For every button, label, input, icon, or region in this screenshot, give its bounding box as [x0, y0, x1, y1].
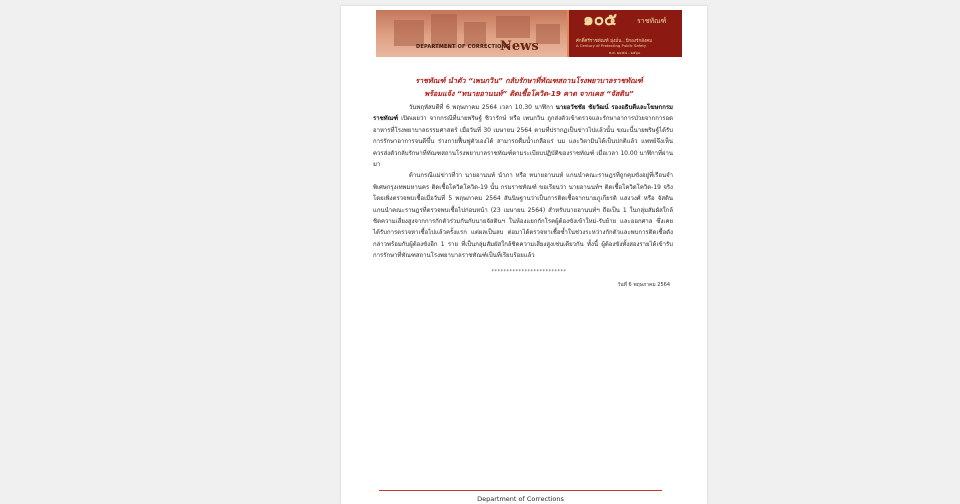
banner-photo: [376, 10, 567, 57]
document-page: [341, 6, 707, 504]
news-banner: [376, 10, 682, 57]
spokesperson-name: นายอวัชชัย ชัยวัฒน์ รองอธิบดีและโฆษกกรมราชทัณฑ์: [373, 104, 673, 123]
tagline-english: A Century of Protecting Public Safety: [576, 43, 647, 48]
article-body: [373, 102, 673, 262]
headline: [376, 74, 682, 100]
separator: *************************: [491, 269, 567, 275]
anniversary-logo: [569, 10, 682, 57]
news-label: News: [500, 39, 539, 54]
brand-name: ราชทัณฑ์: [637, 17, 667, 25]
footer-label: Department of Corrections: [477, 495, 564, 503]
paragraph-2: ด้านกรณีแม่ข่าวที่ว่า นายอานนท์ นำภา หรือ ทนายอานนท์ แกนนำคณะราษฎรที่ถูกคุมขังอยู่ที่เรือนจำพิเศษกรุงเทพมหานคร ติดเชื้อโควิดโควิด-19 นั้น กรมราชทัณฑ์ ขอเรียนว่า นายอานนท์ฯ ติดเชื้อโควิดโควิด-19 จริง โดยเพิ่งตรวจพบเชื้อเมื่อวันที่ 5 พฤษภาคม 2564 สันนิษฐานว่าเป็นการติดเชื้อจากนายภูเกียรติ แสงวงศ์ หรือ จัสติน แกนนำคณะราษฎรที่ตรวจพบเชื้อไปก่อนหน้า (23 เมษายน 2564) สำหรับนายอานนท์ฯ ถือเป็น 1 ในกลุ่มสัมผัสใกล้ชิดความเสี่ยงสูงจากการกักตัวร่วมกันกับนายจัสตินฯ ในห้องแยกกักโรคผู้ต้องขังเข้าใหม่-รับย้าย และออกศาล ซึ่งเคยได้รับการตรวจหาเชื้อไปแล้วครั้งแรก แต่ผลเป็นลบ ต่อมาได้ตรวจหาเชื้อซ้ำในช่วงระหว่างกักตัวและพบการติดเชื้อดังกล่าวพร้อมกับผู้ต้องขังอีก 1 ราย ที่เป็นกลุ่มสัมผัสใกล้ชิดความเสี่ยงสูงเช่นเดียวกัน ทั้งนี้ ผู้ต้องขังทั้งสองรายได้เข้ารับการรักษาที่ทัณฑสถานโรงพยาบาลราชทัณฑ์เป็นที่เรียบร้อยแล้ว: [373, 172, 673, 260]
department-label: DEPARTMENT OF CORRECTIONS: [416, 44, 510, 50]
anniversary-number: ๑๐๕: [583, 10, 618, 30]
headline-line-2: พร้อมแจ้ง “ทนายอานนท์” ติดเชื้อโควิด-19 คาด จากเคส “จัสติน”: [424, 89, 634, 98]
tagline-thai: ศักดิ์ศรีราชทัณฑ์ มุ่งมั่น...ปีกองรักสังคม: [576, 39, 653, 44]
tagline-years: พ.ศ. ๒๔๕๘ - ๒๕๖๓: [609, 51, 641, 55]
release-date: วันที่ 6 พฤษภาคม 2564: [617, 282, 670, 288]
footer-divider: [379, 490, 662, 491]
paragraph-1: วันพฤหัสบดีที่ 6 พฤษภาคม 2564 เวลา 10.30 นาฬิกา นายอวัชชัย ชัยวัฒน์ รองอธิบดีและโฆษกกรมราชทัณฑ์ เปิดเผยว่า จากกรณีที่นายพริษฐ์ ชิวารักษ์ หรือ เพนกวิน ถูกส่งตัวเข้าตรวจและรักษาอาการป่วยจากการอดอาหารที่โรงพยาบาลธรรมศาสตร์ เมื่อวันที่ 30 เมษายน 2564 ตามที่ปรากฏเป็นข่าวไปแล้วนั้น ขณะนี้นายพริษฐ์ได้รับการรักษาอาการจนดีขึ้น ร่างกายฟื้นฟูตัวเองได้ สามารถดื่มน้ำเกลือแร่ นม และวิตามินได้เป็นปกติแล้ว แพทย์จึงเห็นควรส่งตัวกลับรักษาที่ทัณฑสถานโรงพยาบาลราชทัณฑ์ตามระเบียบปฏิบัติของราชทัณฑ์ เมื่อเวลา 10.00 นาฬิกาที่ผ่านมา: [373, 104, 673, 169]
headline-line-1: ราชทัณฑ์ นำตัว “เพนกวิน” กลับรักษาที่ทัณฑสถานโรงพยาบาลราชทัณฑ์: [415, 76, 643, 85]
